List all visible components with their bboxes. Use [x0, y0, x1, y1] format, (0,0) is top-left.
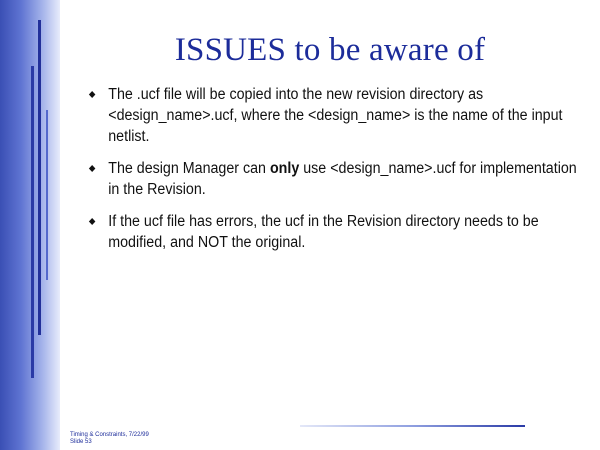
bullet-text: The design Manager can [108, 160, 270, 177]
bullet-item [88, 158, 577, 200]
footer-line: Slide 53 [70, 439, 92, 445]
diamond-bullet-icon [89, 165, 96, 172]
decorative-vertical-line [38, 20, 41, 335]
bullet-text: If the ucf file has errors, the ucf in the Revision directory needs to be modified, and NOT the original. [108, 213, 539, 251]
slide-footer [70, 432, 149, 446]
bullet-text: use <design_name>.ucf for implementation in the Revision. [108, 160, 577, 198]
bullet-emphasis: only [269, 160, 300, 177]
bullet-list [88, 84, 577, 264]
bullet-item [88, 84, 577, 147]
footer-rule [300, 425, 525, 427]
slide-title: ISSUES to be aware of [174, 32, 486, 68]
side-gradient-band [0, 0, 60, 450]
decorative-vertical-line [46, 110, 48, 280]
diamond-bullet-icon [89, 218, 96, 225]
diamond-bullet-icon [89, 91, 96, 98]
bullet-item [88, 211, 577, 253]
footer-line: Timing & Constraints, 7/22/99 [70, 432, 149, 438]
bullet-text: The .ucf file will be copied into the new revision directory as <design_name>.ucf, where the <design_name> is the name of the input netlist. [108, 86, 563, 145]
decorative-vertical-line [31, 66, 34, 378]
